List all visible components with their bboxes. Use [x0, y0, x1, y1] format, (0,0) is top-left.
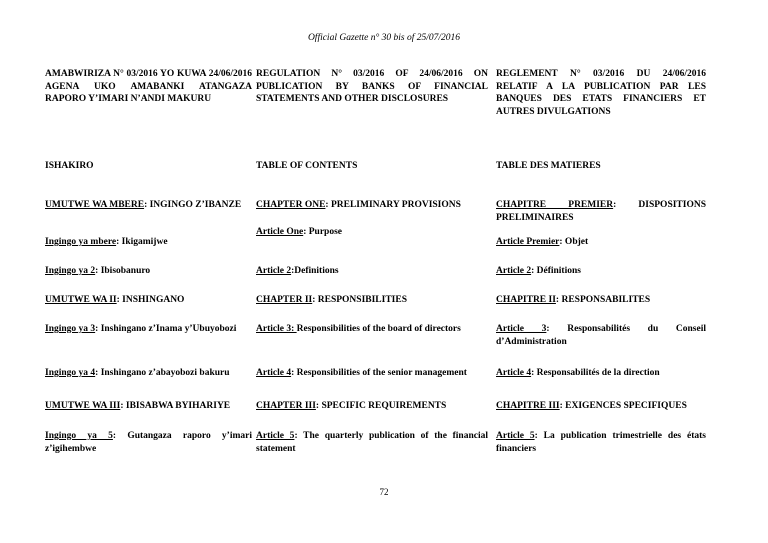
toc-text: :Definitions: [291, 266, 339, 276]
toc-entry-chapter-3-rw: [45, 400, 252, 413]
toc-text: Responsibilities of the board of directors: [296, 324, 461, 334]
toc-text: : RESPONSIBILITIES: [312, 295, 407, 305]
toc-entry-article-4-fr: [496, 367, 706, 380]
toc-link[interactable]: Ingingo ya mbere: [45, 237, 117, 247]
toc-text: : Inshingano z’Inama y’Ubuyobozi: [95, 324, 237, 334]
toc-link[interactable]: Article One: [256, 227, 304, 237]
toc-text: : Purpose: [303, 227, 343, 237]
toc-text: : Responsabilités de la direction: [531, 368, 660, 378]
toc-link[interactable]: CHAPTER ONE: [256, 200, 326, 210]
toc-entry-chapter-1-en: [256, 199, 488, 212]
toc-entry-article-2-en: [256, 265, 488, 278]
toc-heading-french: TABLE DES MATIERES: [496, 161, 601, 171]
toc-entry-chapter-1-fr: [496, 199, 706, 224]
toc-link[interactable]: CHAPITRE PREMIER: [496, 200, 614, 210]
toc-text: : Responsibilities of the senior management: [291, 368, 467, 378]
toc-entry-chapter-3-en: [256, 400, 488, 413]
toc-link[interactable]: Ingingo ya 5: [45, 431, 113, 441]
toc-entry-article-4-rw: [45, 367, 252, 380]
toc-text: : RESPONSABILITES: [555, 295, 651, 305]
toc-text: : Gutangaza raporo y’imari z’igihembwe: [45, 431, 253, 454]
toc-text: : PRELIMINARY PROVISIONS: [325, 200, 461, 210]
toc-link[interactable]: CHAPITRE II: [496, 295, 556, 305]
toc-text: : INGINGO Z’IBANZE: [144, 200, 242, 210]
toc-text: : Objet: [559, 237, 589, 247]
toc-link[interactable]: CHAPITRE III: [496, 401, 560, 411]
toc-entry-article-5-rw: [45, 430, 252, 455]
toc-entry-article-5-fr: [496, 430, 706, 455]
gazette-header: Official Gazette n° 30 bis of 25/07/2016: [307, 33, 461, 43]
toc-entry-article-2-fr: [496, 265, 706, 278]
toc-entry-chapter-2-fr: [496, 294, 706, 307]
toc-text: : Ikigamijwe: [116, 237, 168, 247]
toc-text: : La publication trimestrielle des états financiers: [496, 431, 706, 454]
toc-link[interactable]: Article 3: [496, 324, 547, 334]
toc-link[interactable]: UMUTWE WA III: [45, 401, 121, 411]
toc-link[interactable]: Ingingo ya 3: [45, 324, 96, 334]
toc-link[interactable]: UMUTWE WA MBERE: [45, 200, 145, 210]
toc-entry-chapter-2-en: [256, 294, 488, 307]
toc-link[interactable]: Article 4: [496, 368, 532, 378]
toc-text: : DISPOSITIONS PRELIMINAIRES: [496, 200, 706, 223]
toc-entry-article-1-fr: [496, 236, 706, 249]
toc-heading-kinyarwanda: ISHAKIRO: [45, 161, 94, 171]
toc-entry-chapter-2-rw: [45, 294, 252, 307]
toc-link[interactable]: Ingingo ya 4: [45, 368, 96, 378]
title-french: REGLEMENT N° 03/2016 DU 24/06/2016 RELATIF A LA PUBLICATION PAR LES BANQUES DES ETATS FINANCIERS ET AUTRES DIVULGATIONS: [496, 69, 706, 117]
toc-entry-article-1-en: [256, 226, 488, 239]
toc-entry-article-2-rw: [45, 265, 252, 278]
toc-text: : Définitions: [531, 266, 581, 276]
toc-heading-english: TABLE OF CONTENTS: [256, 161, 358, 171]
toc-link[interactable]: Article 5: [496, 431, 535, 441]
toc-link[interactable]: UMUTWE WA II: [45, 295, 117, 305]
toc-text: : IBISABWA BYIHARIYE: [120, 401, 231, 411]
toc-text: : Ibisobanuro: [95, 266, 151, 276]
toc-text: : EXIGENCES SPECIFIQUES: [559, 401, 687, 411]
toc-text: : INSHINGANO: [116, 295, 185, 305]
toc-link[interactable]: Article 3:: [256, 324, 297, 334]
toc-entry-article-3-fr: [496, 323, 706, 348]
toc-entry-chapter-1-rw: [45, 199, 252, 212]
title-english: REGULATION N° 03/2016 OF 24/06/2016 ON PUBLICATION BY BANKS OF FINANCIAL STATEMENTS AND OTHER DISCLOSURES: [256, 69, 488, 104]
toc-link[interactable]: Article 2: [496, 266, 532, 276]
toc-text: : SPECIFIC REQUIREMENTS: [315, 401, 447, 411]
toc-text: : Inshingano z’abayobozi bakuru: [95, 368, 230, 378]
toc-entry-article-1-rw: [45, 236, 252, 249]
page-number: 72: [379, 487, 389, 497]
toc-link[interactable]: CHAPTER III: [256, 401, 316, 411]
toc-entry-article-3-en: [256, 323, 488, 336]
toc-link[interactable]: CHAPTER II: [256, 295, 313, 305]
toc-text: : Responsabilités du Conseil d’Administration: [496, 324, 707, 347]
toc-link[interactable]: Article Premier: [496, 237, 560, 247]
toc-text: : The quarterly publication of the financial statement: [256, 431, 488, 454]
toc-entry-chapter-3-fr: [496, 400, 706, 413]
toc-entry-article-5-en: [256, 430, 488, 455]
title-kinyarwanda: AMABWIRIZA N° 03/2016 YO KUWA 24/06/2016 AGENA UKO AMABANKI ATANGAZA RAPORO Y’IMARI N’ANDI MAKURU: [45, 69, 252, 104]
toc-entry-article-3-rw: [45, 323, 252, 336]
toc-link[interactable]: Article 2: [256, 266, 292, 276]
toc-entry-article-4-en: [256, 367, 488, 380]
toc-link[interactable]: Ingingo ya 2: [45, 266, 96, 276]
toc-link[interactable]: Article 5: [256, 431, 295, 441]
toc-link[interactable]: Article 4: [256, 368, 292, 378]
